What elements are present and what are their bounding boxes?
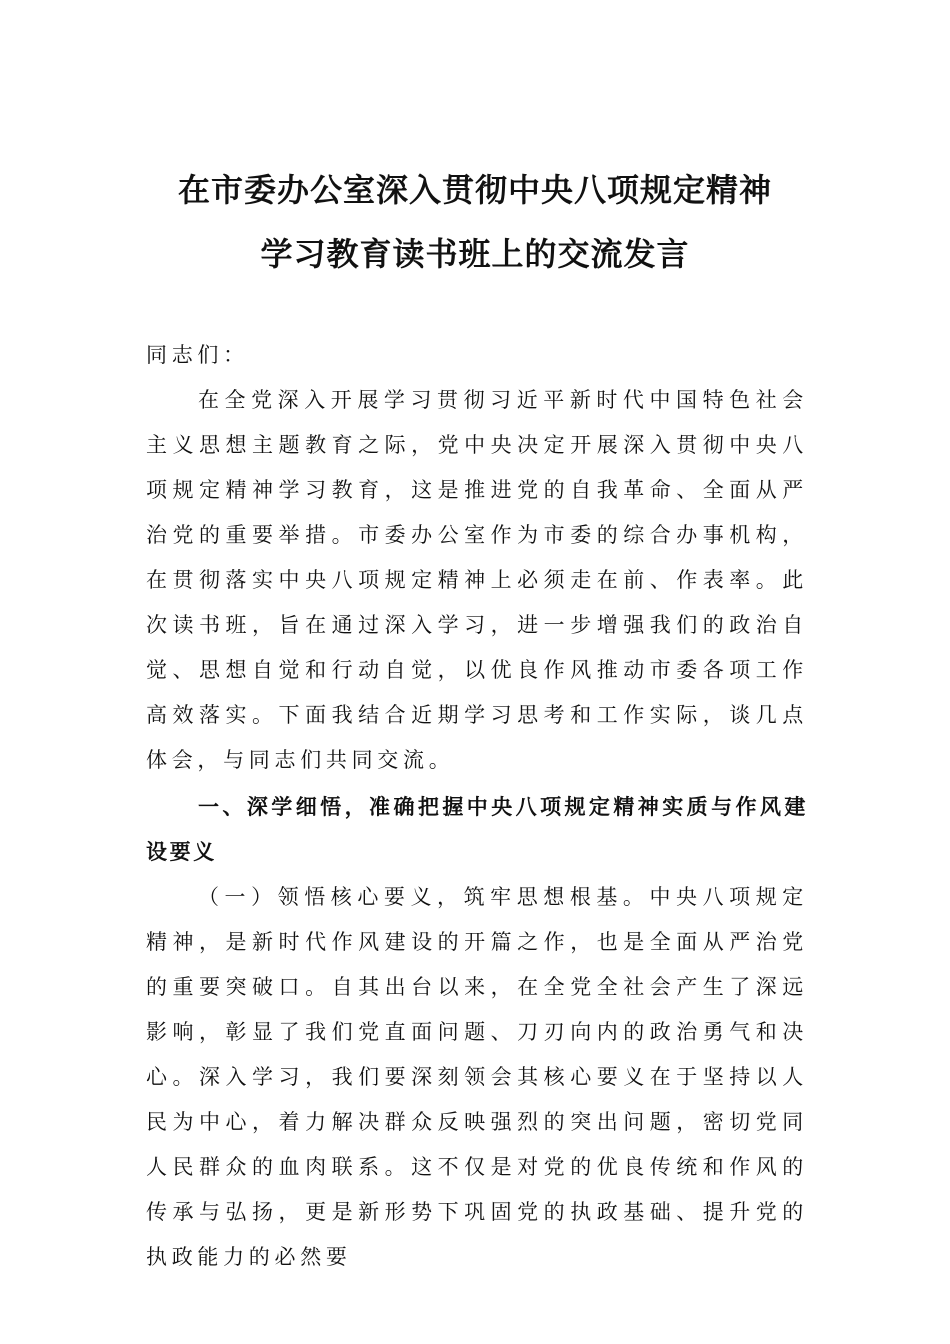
subsection-1-label: （一）领悟核心要义，筑牢思想根基。 <box>198 885 650 909</box>
document-title <box>0 158 950 286</box>
salutation: 同志们： <box>146 343 249 367</box>
title-line-2: 学习教育读书班上的交流发言 <box>260 235 690 273</box>
subsection-1-paragraph <box>146 875 808 1280</box>
section-1-heading: 一、深学细悟，准确把握中央八项规定精神实质与作风建设要义 <box>146 795 808 864</box>
document-body <box>146 333 808 1280</box>
intro-paragraph: 在全党深入开展学习贯彻习近平新时代中国特色社会主义思想主题教育之际，党中央决定开展深入贯彻中央八项规定精神学习教育，这是推进党的自我革命、全面从严治党的重要举措。市委办公室作为市委的综合办事机构，在贯彻落实中央八项规定精神上必须走在前、作表率。此次读书班，旨在通过深入学习，进一步增强我们的政治自觉、思想自觉和行动自觉，以优良作风推动市委各项工作高效落实。下面我结合近期学习思考和工作实际，谈几点体会，与同志们共同交流。 <box>146 388 808 772</box>
subsection-1-text: 中央八项规定精神，是新时代作风建设的开篇之作，也是全面从严治党的重要突破口。自其出台以来，在全党全社会产生了深远影响，彰显了我们党直面问题、刀刃向内的政治勇气和决心。深入学习，我们要深刻领会其核心要义在于坚持以人民为中心，着力解决群众反映强烈的突出问题，密切党同人民群众的血肉联系。这不仅是对党的优良传统和作风的传承与弘扬，更是新形势下巩固党的执政基础、提升党的执政能力的必然要 <box>146 885 808 1269</box>
title-line-1: 在市委办公室深入贯彻中央八项规定精神 <box>177 171 772 209</box>
